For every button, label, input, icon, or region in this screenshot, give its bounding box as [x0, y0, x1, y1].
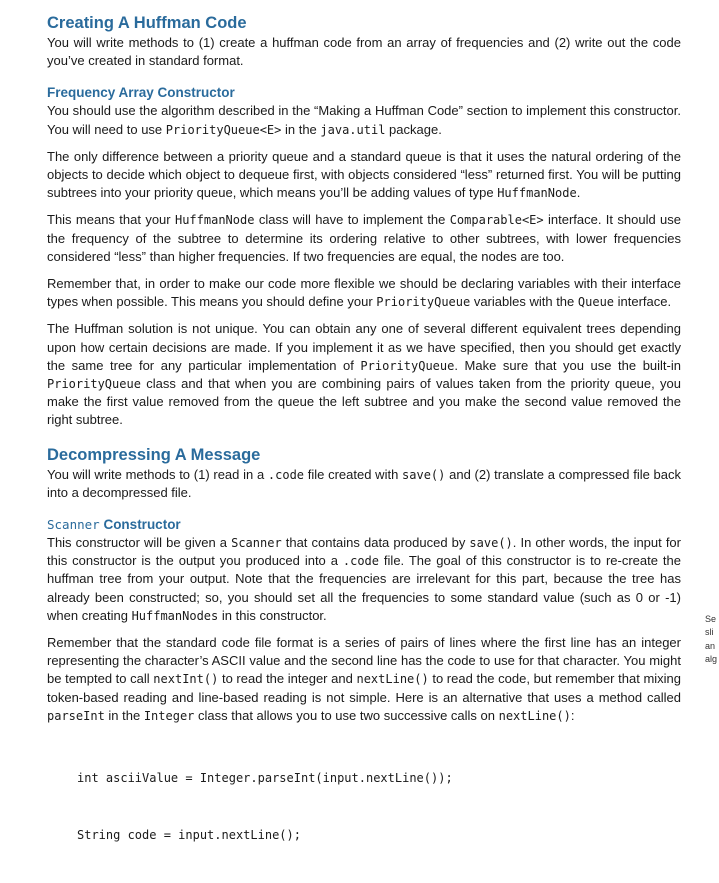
margin-note-line: sli	[705, 627, 714, 638]
inline-code: PriorityQueue<E>	[165, 122, 282, 137]
scanner-paragraphs	[47, 534, 681, 725]
scanner-code-label: Scanner	[47, 517, 100, 533]
document-page	[47, 12, 681, 883]
section-intro-decompressing: You will write methods to (1) read in a .code file created with save() and (2) translate a compressed file back into a decompressed file.	[47, 466, 682, 500]
margin-note-line: an	[705, 640, 716, 651]
margin-note-line: Se	[705, 614, 717, 624]
inline-code: save()	[402, 467, 446, 482]
section-title-decompressing: Decompressing A Message	[47, 445, 261, 464]
inline-code: Scanner	[231, 536, 282, 551]
paragraph: This means that your HuffmanNode class will have to implement the Comparable<E> interface. It should use the frequency of the subtree to determine its ordering relative to other subtrees, with lower frequencies considered “less” than higher frequencies. If two frequencies are equal, the nodes are too.	[47, 212, 682, 264]
paragraph: This constructor will be given a Scanner that contains data produced by save(). In other words, the input for this constructor is the output you produced into a .code file. The goal of this constructor is to re-create the huffman tree from your output. Note that the frequencies are irrelevant for this part, because the tree has already been constructed; so, you should set all the frequencies to some standard value (such as 0 or -1) when creating HuffmanNodes in this constructor.	[47, 535, 681, 623]
inline-code: save()	[469, 536, 513, 551]
paragraph: Remember that, in order to make our code more flexible we should be declaring variables with their interface types when possible. This means you should define your PriorityQueue variables with the Queue interface.	[47, 276, 681, 310]
inline-code: PriorityQueue	[360, 358, 455, 373]
inline-code: Integer	[143, 708, 195, 723]
inline-code: PriorityQueue	[376, 295, 471, 310]
inline-code: HuffmanNodes	[131, 608, 219, 623]
inline-code: HuffmanNode	[174, 213, 255, 228]
code-line: String code = input.nextLine();	[77, 828, 301, 843]
margin-note	[705, 613, 719, 666]
inline-code: .code	[342, 554, 379, 569]
inline-code: nextLine()	[356, 672, 429, 687]
subsection-title-frequency: Frequency Array Constructor	[47, 85, 235, 101]
subsection-title-scanner	[47, 516, 681, 534]
inline-code: parseInt	[47, 708, 105, 723]
inline-code: Comparable<E>	[449, 213, 544, 228]
margin-note-line: alg	[705, 653, 718, 664]
inline-code: HuffmanNode	[497, 186, 577, 201]
code-block	[77, 731, 681, 883]
inline-code: PriorityQueue	[47, 377, 141, 392]
section-intro-creating: You will write methods to (1) create a huffman code from an array of frequencies and (2) write out the code you’ve created in standard format.	[47, 35, 681, 69]
inline-code: Queue	[577, 295, 615, 310]
inline-code: java.util	[320, 122, 386, 137]
paragraph: The Huffman solution is not unique. You can obtain any one of several different equivalent trees depending upon how certain decisions are made. If you implement it as we have specified, then you should get exactly the same tree for any particular implementation of PriorityQueue. Make sure that you use the built-in PriorityQueue class and that when you are combining pairs of values taken from the priority queue, you make the first value removed from the queue the left subtree and you make the second value removed the right subtree.	[47, 321, 681, 428]
paragraph: The only difference between a priority queue and a standard queue is that it uses the natural ordering of the objects to decide which object to dequeue first, with objects considered “less” returned first. You will be putting subtrees into your priority queue, which means you’ll be adding values of type HuffmanNode.	[47, 148, 681, 201]
inline-code: .code	[267, 467, 305, 482]
scanner-title-rest: Constructor	[99, 517, 181, 533]
inline-code: nextLine()	[498, 708, 571, 723]
paragraph: You should use the algorithm described in the “Making a Huffman Code” section to implement this constructor. You will need to use PriorityQueue<E> in the java.util package.	[47, 103, 681, 137]
paragraph: Remember that the standard code file format is a series of pairs of lines where the first line has an integer representing the character’s ASCII value and the second line has the code to use for that character. You might be tempted to call nextInt() to read the integer and nextLine() to read the code, but remember that mixing token-based reading and line-based reading is not simple. Here is an alternative that uses a method called parseInt in the Integer class that allows you to use two successive calls on nextLine():	[47, 635, 682, 723]
code-line: int asciiValue = Integer.parseInt(input.nextLine());	[77, 771, 453, 786]
frequency-paragraphs	[47, 102, 681, 429]
section-title-creating: Creating A Huffman Code	[47, 14, 247, 32]
inline-code: nextInt()	[153, 672, 219, 687]
